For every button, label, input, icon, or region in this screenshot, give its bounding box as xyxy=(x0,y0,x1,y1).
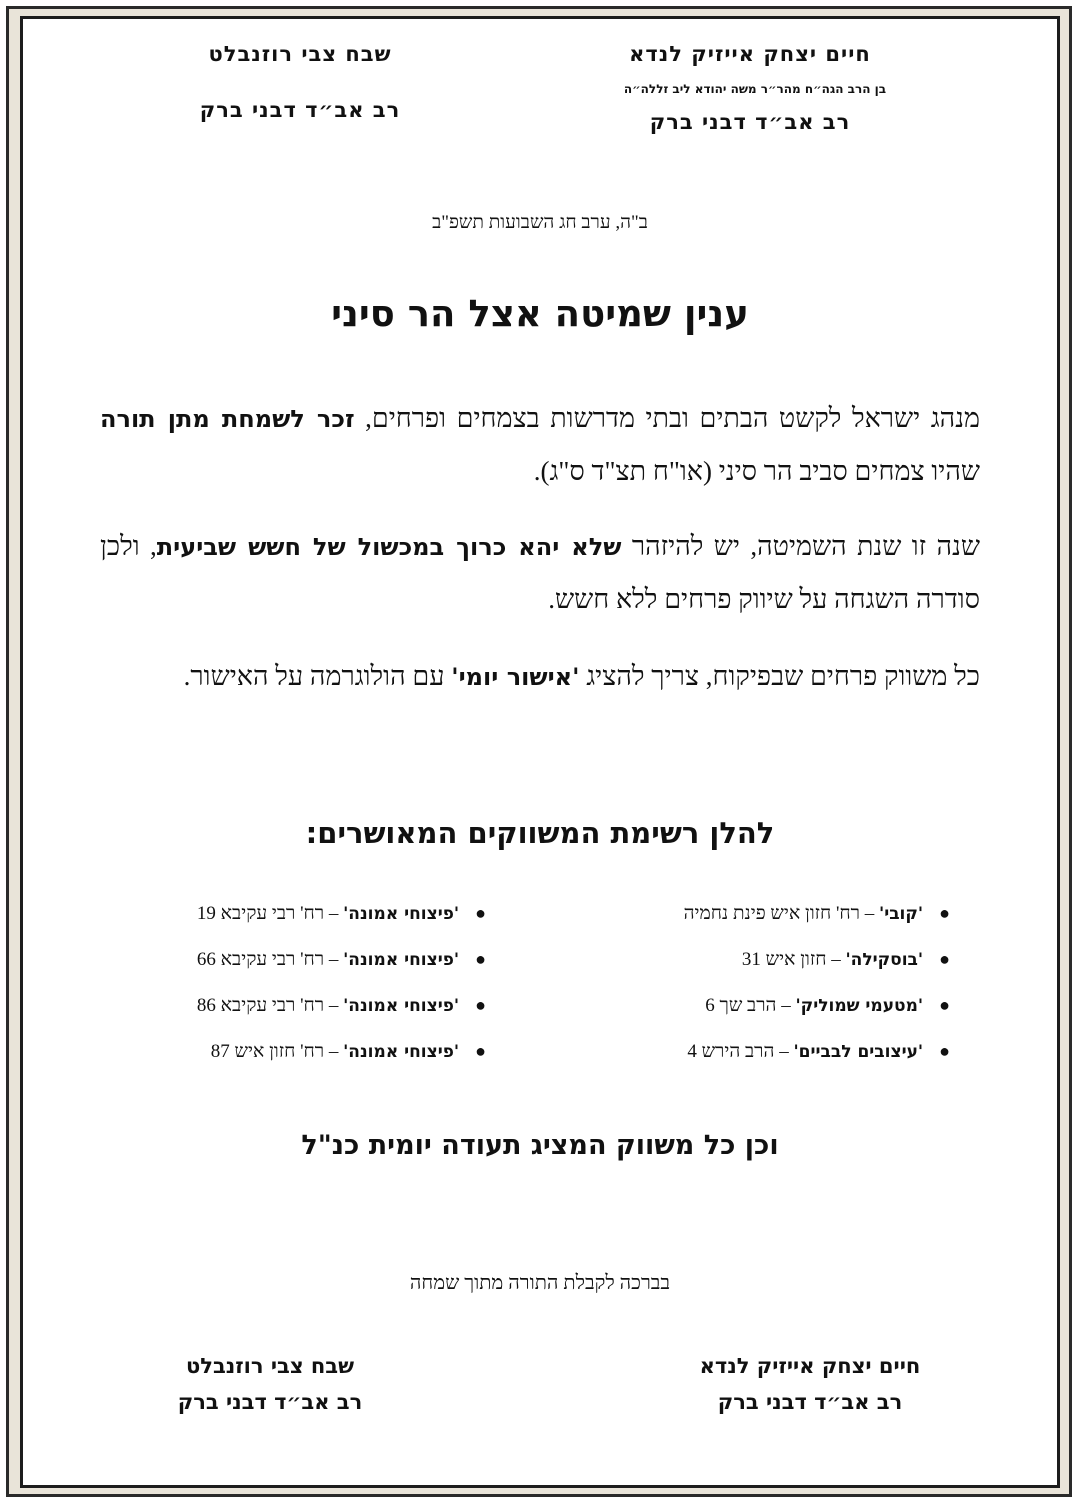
vendor-item xyxy=(197,949,486,971)
bullet-icon: ● xyxy=(475,903,486,923)
vendor-item xyxy=(705,995,950,1017)
signature-left-title: רב אב״ד דבני ברק xyxy=(177,1390,363,1414)
vendor-name: 'פיצוחי אמונה' xyxy=(343,950,460,970)
date-line: ב"ה, ערב חג השבועות תשפ"ב xyxy=(432,212,648,233)
bullet-icon: ● xyxy=(475,1041,486,1061)
header-left-name: שבח צבי רוזנבלט xyxy=(208,42,392,66)
vendor-address: – רח' רבי עקיבא 86 xyxy=(196,995,344,1016)
signature-right-title: רב אב״ד דבני ברק xyxy=(717,1390,903,1414)
document-page xyxy=(20,16,1060,1488)
bullet-icon: ● xyxy=(475,949,486,969)
vendor-item xyxy=(742,949,950,971)
bullet-icon: ● xyxy=(939,995,950,1015)
vendor-item xyxy=(197,995,486,1017)
paragraph-1 xyxy=(100,392,980,497)
vendor-item xyxy=(684,903,950,925)
vendor-address: – רח' חזון איש פינת נחמיה xyxy=(683,903,879,924)
header-left-title: רב אב״ד דבני ברק xyxy=(199,98,401,122)
vendor-address: – הרב שך 6 xyxy=(705,995,796,1016)
bullet-icon: ● xyxy=(475,995,486,1015)
page-title: ענין שמיטה אצל הר סיני xyxy=(331,292,749,335)
paragraph-1-text-a: מנהג ישראל לקשט הבתים ובתי מדרשות בצמחים ופרחים, xyxy=(354,403,980,433)
paragraph-3-text-a: כל משווק פרחים שבפיקוח, צריך להציג xyxy=(579,661,980,691)
blessing-line: בברכה לקבלת התורה מתוך שמחה xyxy=(409,1272,671,1294)
closing-line: וכן כל משווק המציג תעודה יומית כנ"ל xyxy=(301,1130,779,1161)
paragraph-2-text-b: , ולכן סודרה השגחה על שיווק פרחים ללא חשש. xyxy=(100,531,980,614)
vendor-address: – רח' חזון איש 87 xyxy=(210,1041,344,1062)
vendor-name: 'בוסקילה' xyxy=(845,950,924,970)
paragraph-2 xyxy=(100,520,980,625)
vendor-name: 'קובי' xyxy=(878,904,924,924)
vendor-item xyxy=(211,1041,486,1063)
paragraph-3 xyxy=(100,650,980,703)
paragraph-1-bold: זכר לשמחת מתן תורה xyxy=(100,405,355,433)
vendor-item xyxy=(197,903,486,925)
vendor-name: 'מטעמי שמוליק' xyxy=(795,996,924,1016)
paragraph-2-text-a: שנה זו שנת השמיטה, יש להיזהר xyxy=(621,531,980,561)
paragraph-3-text-b: עם הולוגרמה על האישור. xyxy=(183,661,452,691)
vendor-name: 'פיצוחי אמונה' xyxy=(343,904,460,924)
vendor-name: 'פיצוחי אמונה' xyxy=(343,1042,460,1062)
vendor-address: – רח' רבי עקיבא 19 xyxy=(196,903,344,924)
header-right-title: רב אב״ד דבני ברק xyxy=(649,110,851,134)
vendor-address: – רח' רבי עקיבא 66 xyxy=(196,949,344,970)
signature-right-name: חיים יצחק אייזיק לנדא xyxy=(699,1354,921,1378)
paragraph-2-bold: שלא יהא כרוך במכשול של חשש שביעית xyxy=(156,533,622,561)
signature-left-name: שבח צבי רוזנבלט xyxy=(185,1354,355,1378)
bullet-icon: ● xyxy=(939,949,950,969)
paragraph-3-bold: 'אישור יומי' xyxy=(451,663,580,691)
vendor-address: – הרב הירש 4 xyxy=(687,1041,794,1062)
bullet-icon: ● xyxy=(939,903,950,923)
bullet-icon: ● xyxy=(939,1041,950,1061)
vendors-list-title: להלן רשימת המשווקים המאושרים: xyxy=(305,816,775,850)
header-right-subtitle: בן הרב הגה״ח מהר״ר משה יהודא ליב זללה״ה xyxy=(623,82,887,96)
header-right-name: חיים יצחק אייזיק לנדא xyxy=(629,42,871,66)
paragraph-1-text-b: שהיו צמחים סביב הר סיני (או"ח תצ"ד ס"ג). xyxy=(533,456,980,486)
vendor-address: – חזון איש 31 xyxy=(741,949,846,970)
vendor-item xyxy=(687,1041,950,1063)
vendor-name: 'פיצוחי אמונה' xyxy=(343,996,460,1016)
vendor-name: 'עיצובים לבביים' xyxy=(793,1042,924,1062)
